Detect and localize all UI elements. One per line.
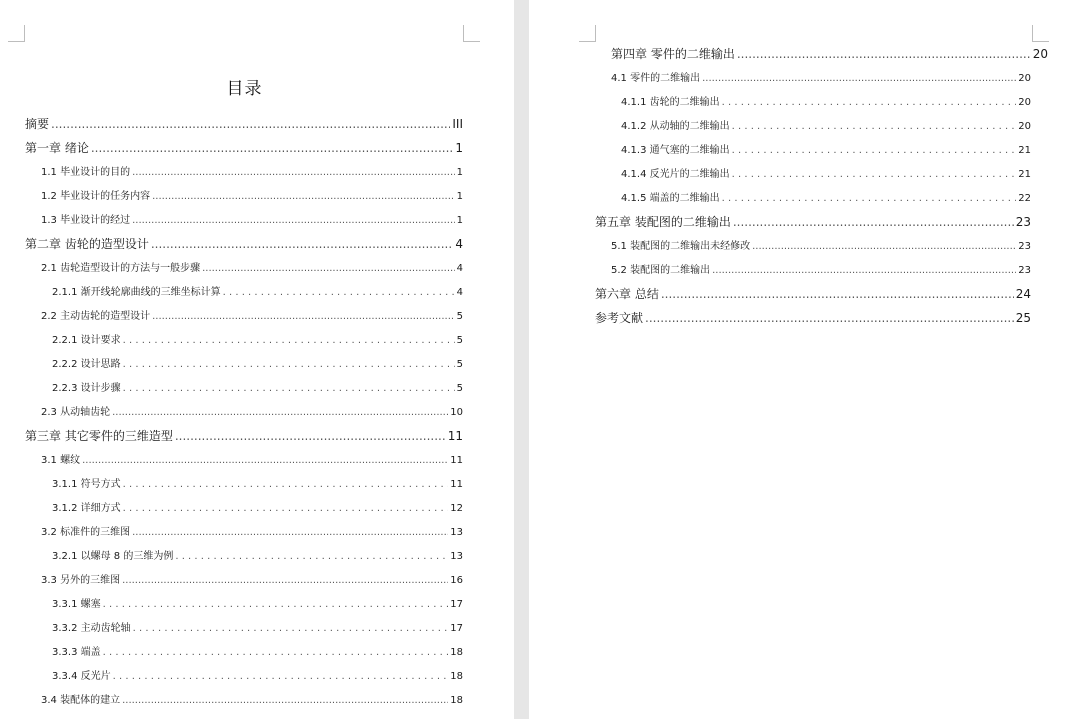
- toc-entry-title: 3.3.4 反光片: [52, 671, 111, 682]
- toc-entry-title: 3.3 另外的三维图: [41, 575, 121, 586]
- toc-dot-leader: [123, 479, 449, 490]
- toc-entry[interactable]: [621, 117, 1031, 132]
- toc-entry[interactable]: [52, 355, 463, 370]
- toc-dot-leader: [737, 47, 1031, 61]
- toc-page-number: 18: [450, 647, 463, 658]
- toc-entry-title: 3.3.2 主动齿轮轴: [52, 623, 131, 634]
- toc-entry[interactable]: [41, 307, 463, 322]
- toc-dot-leader: [132, 215, 455, 226]
- toc-entry[interactable]: [41, 187, 463, 202]
- toc-entry-title: 3.4 装配体的建立: [41, 695, 121, 706]
- toc-dot-leader: [702, 73, 1016, 84]
- toc-entry-title: 3.1.1 符号方式: [52, 479, 121, 490]
- toc-page-number: 4: [456, 263, 463, 274]
- toc-entry[interactable]: [41, 211, 463, 226]
- toc-entry[interactable]: [25, 115, 463, 132]
- toc-page-number: 5: [456, 311, 463, 322]
- toc-dot-leader: [122, 575, 448, 586]
- toc-list-left: [0, 0, 514, 719]
- toc-dot-leader: [645, 311, 1014, 325]
- toc-entry-title: 第六章 总结: [595, 287, 659, 301]
- toc-dot-leader: [103, 647, 449, 658]
- toc-page-number: 4: [455, 237, 463, 251]
- toc-page-number: 11: [450, 455, 463, 466]
- toc-page-number: 16: [450, 575, 463, 586]
- toc-entry-title: 第五章 装配图的二维输出: [595, 215, 731, 229]
- toc-entry[interactable]: [611, 45, 1048, 62]
- toc-entry-title: 2.3 从动轴齿轮: [41, 407, 111, 418]
- toc-entry-title: 3.3.1 螺塞: [52, 599, 101, 610]
- toc-entry-title: 5.2 装配图的二维输出: [611, 265, 711, 276]
- toc-dot-leader: [175, 551, 448, 562]
- toc-entry-title: 4.1.1 齿轮的二维输出: [621, 97, 720, 108]
- toc-entry-title: 2.1.1 渐开线轮廓曲线的三维坐标计算: [52, 287, 221, 298]
- toc-page-number: 20: [1018, 73, 1031, 84]
- toc-entry[interactable]: [52, 547, 463, 562]
- toc-page-number: 21: [1018, 145, 1031, 156]
- toc-entry[interactable]: [52, 475, 463, 490]
- toc-page-number: 1: [455, 141, 463, 155]
- toc-dot-leader: [123, 383, 455, 394]
- toc-entry[interactable]: [52, 619, 463, 634]
- toc-entry-title: 1.1 毕业设计的目的: [41, 167, 131, 178]
- toc-entry-title: 2.1 齿轮造型设计的方法与一般步骤: [41, 263, 201, 274]
- toc-dot-leader: [722, 193, 1017, 204]
- toc-entry-title: 第二章 齿轮的造型设计: [25, 237, 149, 251]
- toc-entry[interactable]: [52, 331, 463, 346]
- toc-entry[interactable]: [621, 189, 1031, 204]
- toc-page-number: 20: [1032, 47, 1048, 61]
- toc-dot-leader: [122, 695, 448, 706]
- toc-entry-title: 4.1.2 从动轴的二维输出: [621, 121, 730, 132]
- toc-page-number: 4: [456, 287, 463, 298]
- toc-page-number: 24: [1015, 287, 1031, 301]
- toc-dot-leader: [661, 287, 1014, 301]
- toc-entry[interactable]: [52, 643, 463, 658]
- toc-dot-leader: [132, 527, 448, 538]
- toc-dot-leader: [722, 97, 1017, 108]
- toc-dot-leader: [732, 121, 1017, 132]
- toc-entry[interactable]: [52, 595, 463, 610]
- toc-page-number: 17: [450, 623, 463, 634]
- toc-dot-leader: [123, 335, 455, 346]
- toc-page-number: 13: [450, 551, 463, 562]
- toc-entry[interactable]: [41, 259, 463, 274]
- toc-entry[interactable]: [595, 285, 1031, 302]
- toc-page-number: 13: [450, 527, 463, 538]
- toc-entry[interactable]: [25, 139, 463, 156]
- toc-dot-leader: [113, 671, 449, 682]
- toc-dot-leader: [82, 455, 448, 466]
- toc-dot-leader: [202, 263, 455, 274]
- toc-page-number: 11: [450, 479, 463, 490]
- toc-entry[interactable]: [41, 163, 463, 178]
- toc-entry[interactable]: [52, 283, 463, 298]
- toc-page-number: 20: [1018, 121, 1031, 132]
- toc-entry-title: 4.1 零件的二维输出: [611, 73, 701, 84]
- toc-page-number: 1: [456, 191, 463, 202]
- toc-dot-leader: [123, 359, 455, 370]
- toc-dot-leader: [123, 503, 449, 514]
- toc-entry-title: 3.2.1 以螺母 8 的三维为例: [52, 551, 174, 562]
- toc-entry[interactable]: [611, 261, 1031, 276]
- toc-dot-leader: [732, 145, 1017, 156]
- toc-entry[interactable]: [595, 213, 1031, 230]
- toc-page-number: 21: [1018, 169, 1031, 180]
- toc-entry-title: 4.1.3 通气塞的二维输出: [621, 145, 730, 156]
- toc-page-number: 5: [456, 383, 463, 394]
- page-right: [529, 0, 1087, 719]
- toc-entry[interactable]: [41, 523, 463, 538]
- toc-page-number: 20: [1018, 97, 1031, 108]
- toc-entry[interactable]: [621, 165, 1031, 180]
- toc-entry-title: 2.2.3 设计步骤: [52, 383, 121, 394]
- toc-page-number: 5: [456, 359, 463, 370]
- page-left: [0, 0, 514, 719]
- toc-entry[interactable]: [611, 237, 1031, 252]
- toc-entry-title: 3.1 螺纹: [41, 455, 81, 466]
- toc-page-number: 25: [1015, 311, 1031, 325]
- toc-page-number: 18: [450, 671, 463, 682]
- toc-page-number: III: [452, 117, 463, 131]
- toc-dot-leader: [752, 241, 1016, 252]
- toc-page-number: 1: [456, 167, 463, 178]
- toc-dot-leader: [91, 141, 454, 155]
- toc-page-number: 23: [1015, 215, 1031, 229]
- toc-list-right: [529, 0, 1087, 719]
- toc-page-number: 23: [1018, 265, 1031, 276]
- toc-title: 目录: [226, 79, 263, 99]
- toc-dot-leader: [51, 117, 450, 131]
- toc-dot-leader: [133, 623, 449, 634]
- toc-page-number: 22: [1018, 193, 1031, 204]
- toc-entry-title: 3.1.2 详细方式: [52, 503, 121, 514]
- toc-entry-title: 3.3.3 端盖: [52, 647, 101, 658]
- toc-entry-title: 2.2.1 设计要求: [52, 335, 121, 346]
- toc-entry[interactable]: [41, 571, 463, 586]
- toc-entry-title: 2.2.2 设计思路: [52, 359, 121, 370]
- toc-entry[interactable]: [41, 451, 463, 466]
- toc-entry[interactable]: [25, 235, 463, 252]
- toc-entry-title: 1.3 毕业设计的经过: [41, 215, 131, 226]
- toc-entry-title: 第一章 绪论: [25, 141, 89, 155]
- toc-entry[interactable]: [611, 69, 1031, 84]
- toc-entry[interactable]: [41, 691, 463, 706]
- toc-entry[interactable]: [25, 427, 463, 444]
- toc-dot-leader: [103, 599, 449, 610]
- toc-entry-title: 2.2 主动齿轮的造型设计: [41, 311, 151, 322]
- toc-dot-leader: [151, 237, 454, 251]
- toc-entry-title: 第三章 其它零件的三维造型: [25, 429, 173, 443]
- toc-entry[interactable]: [621, 141, 1031, 156]
- toc-entry[interactable]: [52, 379, 463, 394]
- toc-dot-leader: [732, 169, 1017, 180]
- toc-page-number: 23: [1018, 241, 1031, 252]
- toc-entry[interactable]: [41, 403, 463, 418]
- toc-entry-title: 参考文献: [595, 311, 644, 325]
- toc-page-number: 1: [456, 215, 463, 226]
- toc-page-number: 12: [450, 503, 463, 514]
- toc-entry[interactable]: [595, 309, 1031, 326]
- toc-entry-title: 4.1.5 端盖的二维输出: [621, 193, 720, 204]
- toc-dot-leader: [175, 429, 446, 443]
- toc-entry[interactable]: [52, 499, 463, 514]
- toc-entry-title: 第四章 零件的二维输出: [611, 47, 735, 61]
- toc-page-number: 5: [456, 335, 463, 346]
- toc-entry-title: 5.1 装配图的二维输出未经修改: [611, 241, 751, 252]
- toc-entry-title: 摘要: [25, 117, 50, 131]
- toc-dot-leader: [223, 287, 455, 298]
- toc-dot-leader: [152, 191, 455, 202]
- toc-entry-title: 1.2 毕业设计的任务内容: [41, 191, 151, 202]
- toc-page-number: 17: [450, 599, 463, 610]
- toc-page-number: 10: [450, 407, 463, 418]
- toc-dot-leader: [733, 215, 1014, 229]
- toc-entry[interactable]: [621, 93, 1031, 108]
- toc-entry[interactable]: [52, 667, 463, 682]
- toc-page-number: 18: [450, 695, 463, 706]
- toc-dot-leader: [712, 265, 1016, 276]
- toc-page-number: 11: [447, 429, 463, 443]
- toc-entry-title: 3.2 标准件的三维图: [41, 527, 131, 538]
- toc-dot-leader: [152, 311, 455, 322]
- toc-dot-leader: [112, 407, 448, 418]
- toc-dot-leader: [132, 167, 455, 178]
- toc-entry-title: 4.1.4 反光片的二维输出: [621, 169, 730, 180]
